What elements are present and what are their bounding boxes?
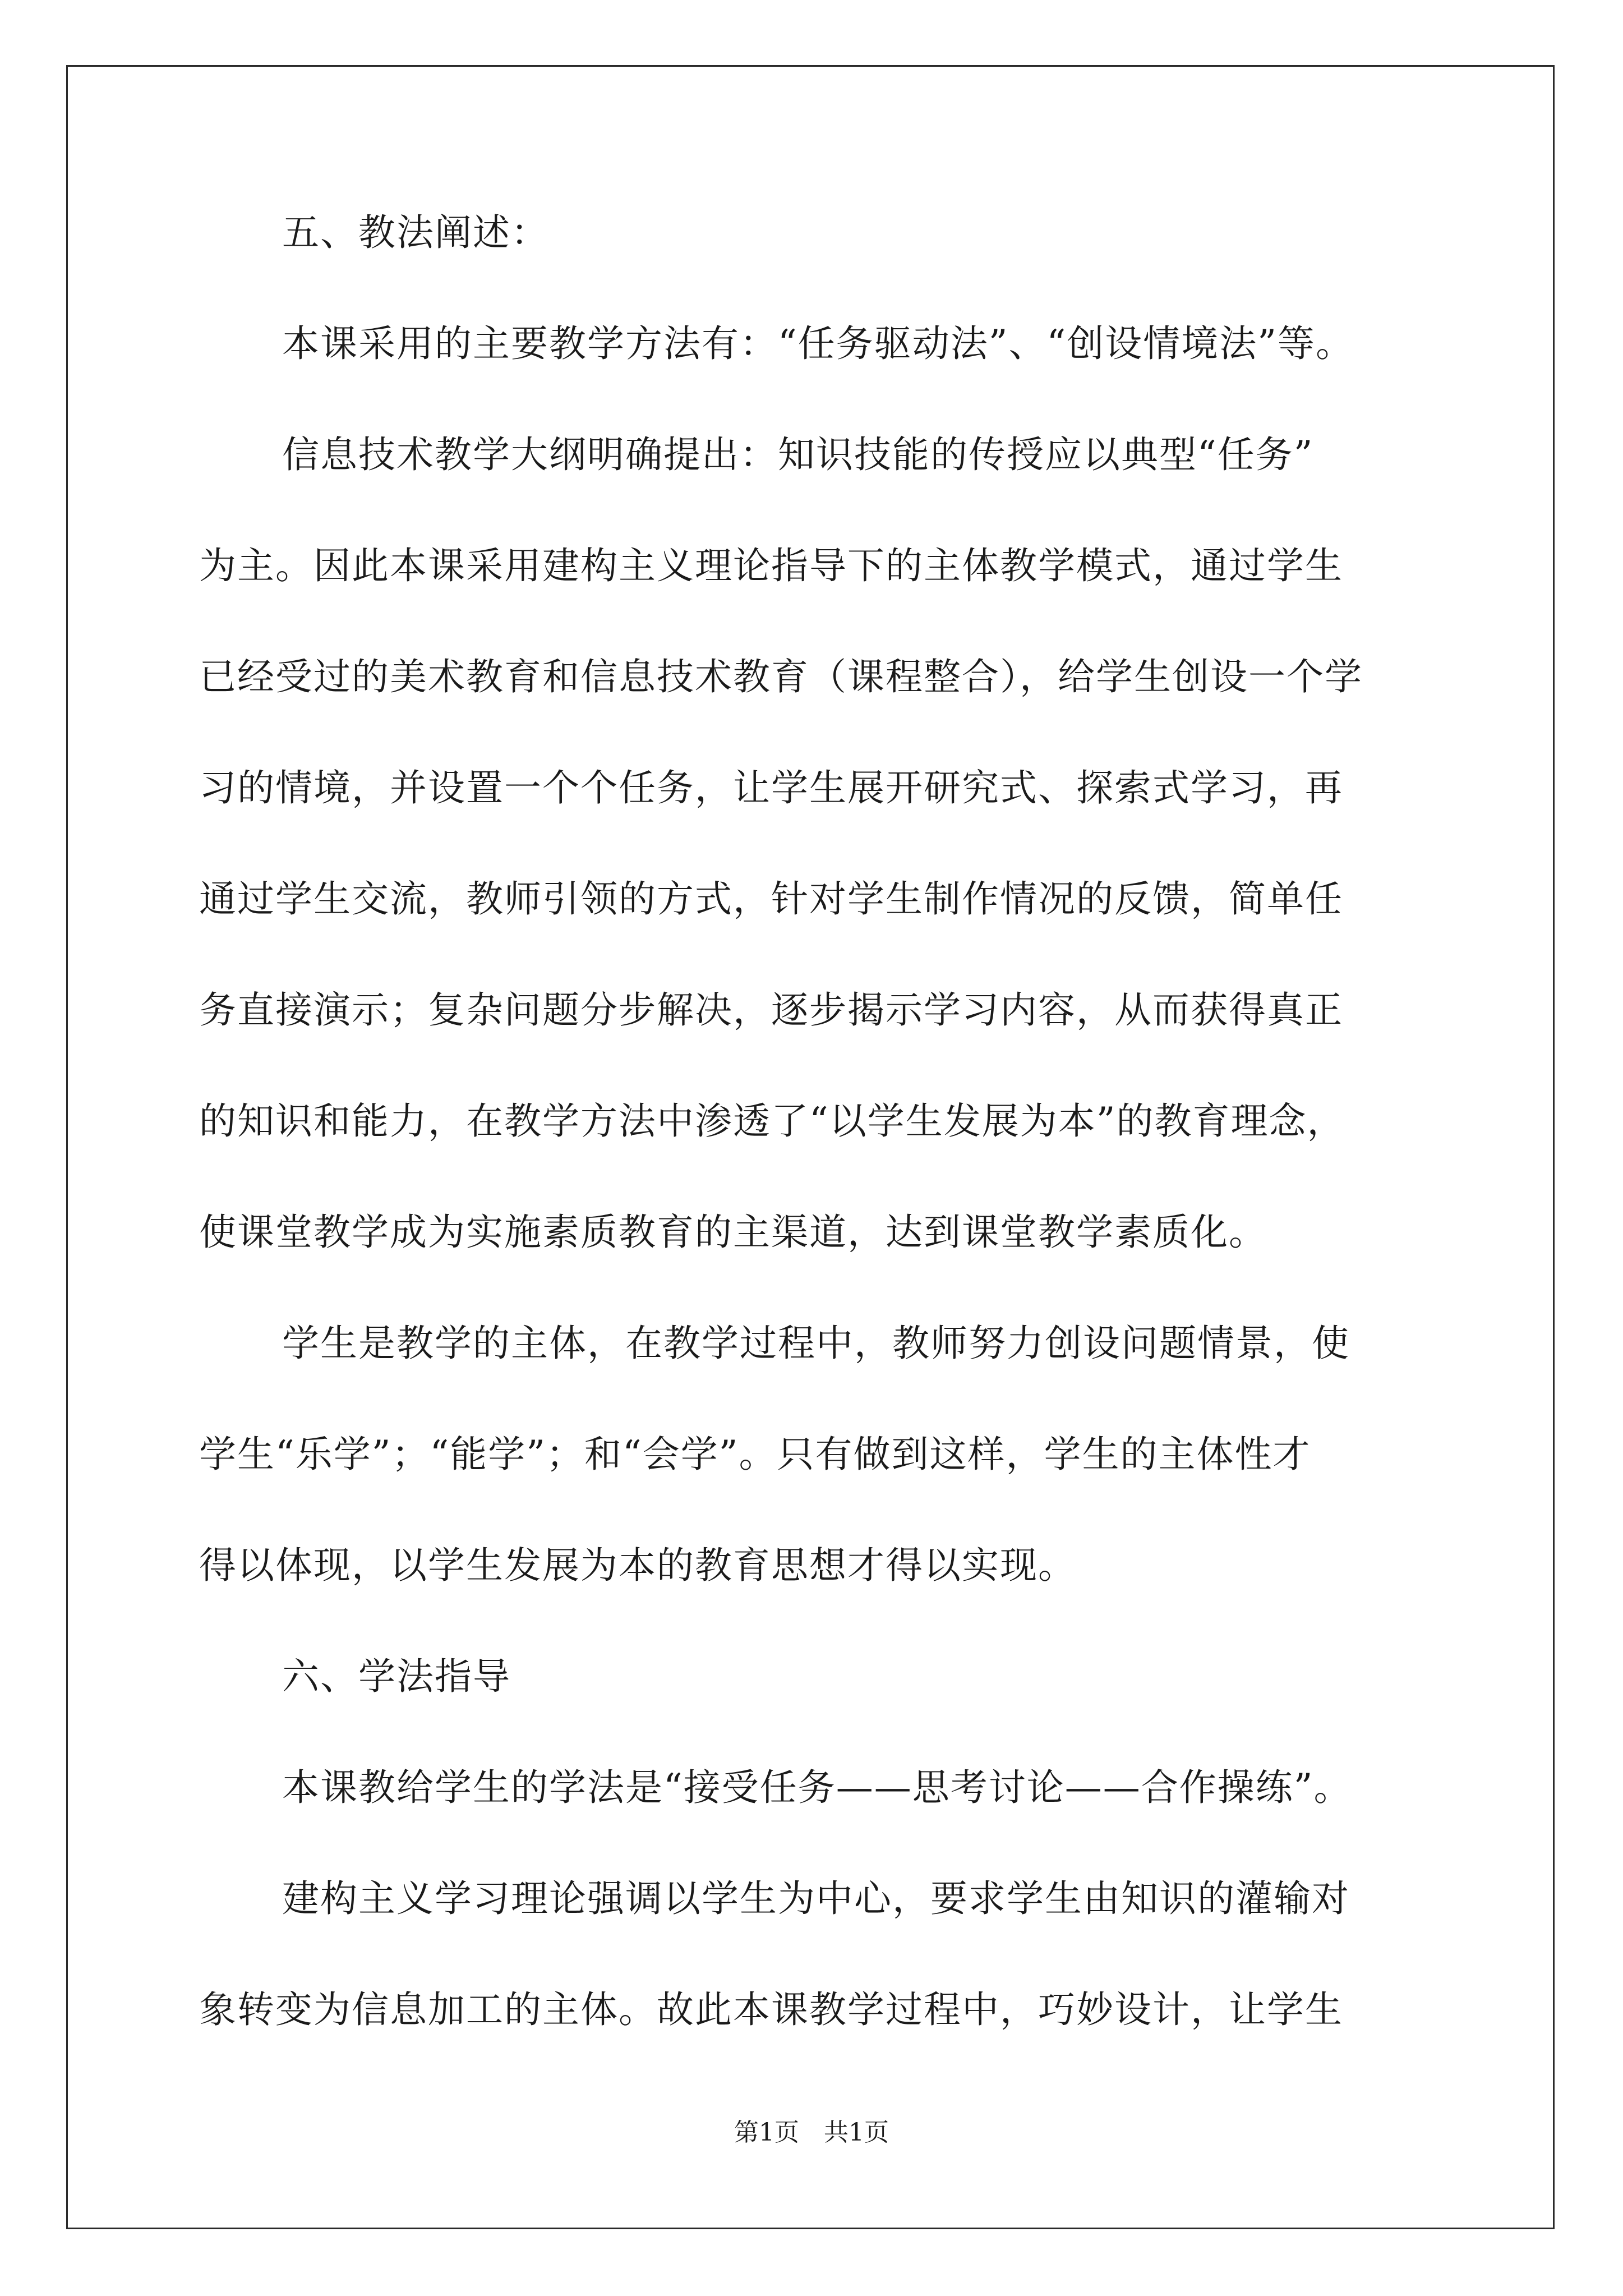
paragraph-line: 本课教给学生的学法是“接受任务——思考讨论——合作操练”。 (282, 1766, 1352, 1809)
paragraph-line: 象转变为信息加工的主体。故此本课教学过程中，巧妙设计，让学生 (199, 1988, 1343, 2031)
paragraph-line: 学生是教学的主体，在教学过程中，教师努力创设问题情景，使 (282, 1322, 1350, 1365)
paragraph-line: 本课采用的主要教学方法有：“任务驱动法”、“创设情境法”等。 (282, 322, 1354, 365)
paragraph-line: 务直接演示；复杂问题分步解决，逐步揭示学习内容，从而获得真正 (199, 988, 1343, 1032)
paragraph-line: 的知识和能力，在教学方法中渗透了“以学生发展为本”的教育理念， (199, 1099, 1345, 1143)
page-number-footer: 第1页 共1页 (734, 2118, 889, 2147)
paragraph-line: 已经受过的美术教育和信息技术教育（课程整合），给学生创设一个学 (199, 655, 1363, 698)
paragraph-line: 通过学生交流，教师引领的方式，针对学生制作情况的反馈，简单任 (199, 877, 1343, 921)
paragraph-line: 使课堂教学成为实施素质教育的主渠道，达到课堂教学素质化。 (199, 1211, 1267, 1254)
paragraph-line: 学生“乐学”；“能学”；和“会学”。只有做到这样，学生的主体性才 (199, 1433, 1311, 1476)
section-heading-learning-method: 六、学法指导 (282, 1655, 511, 1698)
section-heading-teaching-method: 五、教法阐述： (282, 211, 549, 254)
paragraph-line: 得以体现，以学生发展为本的教育思想才得以实现。 (199, 1544, 1076, 1587)
paragraph-line: 建构主义学习理论强调以学生为中心，要求学生由知识的灌输对 (282, 1877, 1350, 1920)
paragraph-line: 为主。因此本课采用建构主义理论指导下的主体教学模式，通过学生 (199, 544, 1343, 587)
paragraph-line: 习的情境，并设置一个个任务，让学生展开研究式、探索式学习，再 (199, 766, 1343, 809)
paragraph-line: 信息技术教学大纲明确提出：知识技能的传授应以典型“任务” (282, 433, 1314, 476)
